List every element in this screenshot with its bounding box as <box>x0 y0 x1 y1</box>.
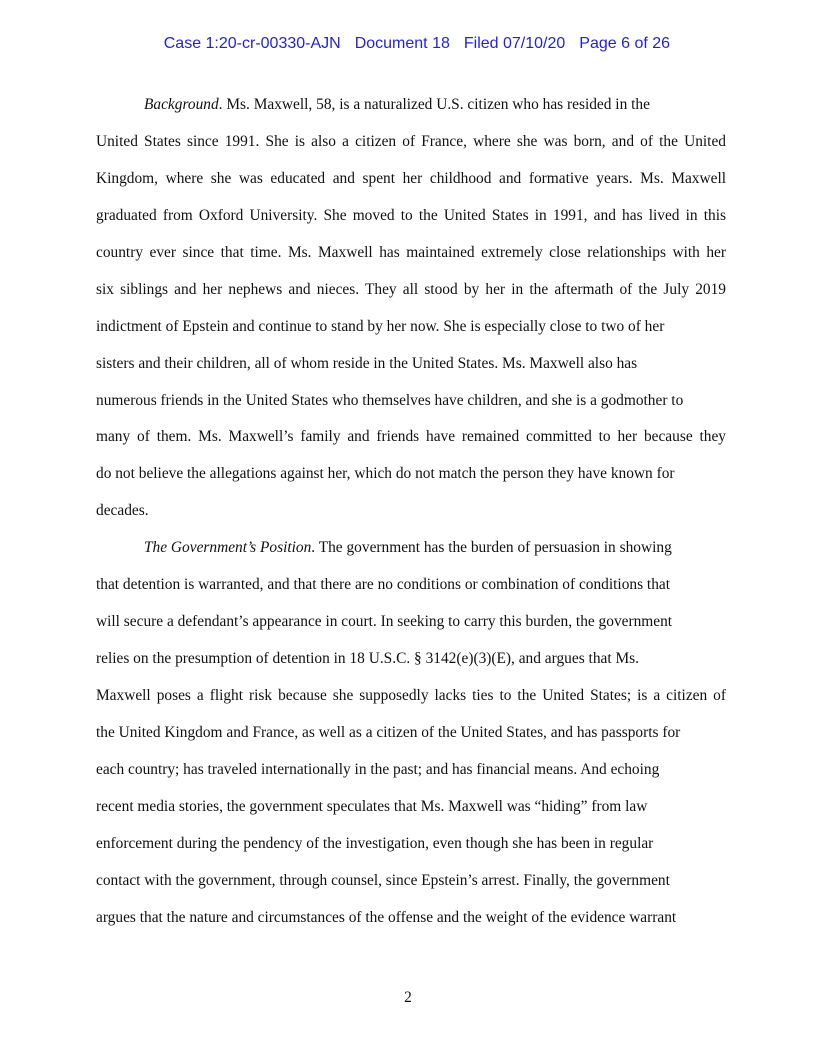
text-line: Background. Ms. Maxwell, 58, is a naturalized U.S. citizen who has resided in the <box>144 96 650 113</box>
text-line: enforcement during the pendency of the investigation, even though she has been in regular <box>96 834 654 852</box>
filed-date: Filed 07/10/20 <box>463 35 566 52</box>
text-line: each country; has traveled internationally in the past; and has financial means. And echoing <box>96 760 660 778</box>
text-line: many of them. Ms. Maxwell’s family and friends have remained committed to her because they <box>96 428 726 446</box>
text-line: country ever since that time. Ms. Maxwell has maintained extremely close relationships with her <box>96 243 726 261</box>
text-line: Maxwell poses a flight risk because she supposedly lacks ties to the United States; is a citizen of <box>96 687 726 704</box>
document-number: Document 18 <box>354 35 450 52</box>
case-number: Case 1:20-cr-00330-AJN <box>163 35 341 52</box>
page-of-total: Page 6 of 26 <box>579 35 671 52</box>
text-line: relies on the presumption of detention in 18 U.S.C. § 3142(e)(3)(E), and argues that Ms. <box>96 650 639 668</box>
text-line: that detention is warranted, and that there are no conditions or combination of conditions that <box>96 576 670 594</box>
text-line: argues that the nature and circumstances of the offense and the weight of the evidence warrant <box>96 908 677 926</box>
text-line: numerous friends in the United States who themselves have children, and she is a godmother to <box>96 391 684 409</box>
page-number: 2 <box>404 989 412 1006</box>
text-line: Kingdom, where she was educated and spent her childhood and formative years. Ms. Maxwell <box>96 169 726 187</box>
text-line: recent media stories, the government speculates that Ms. Maxwell was “hiding” from law <box>96 797 648 815</box>
text-line: sisters and their children, all of whom reside in the United States. Ms. Maxwell also has <box>96 354 638 372</box>
text-line: the United Kingdom and France, as well as a citizen of the United States, and has passports for <box>96 723 681 741</box>
text-line: do not believe the allegations against her, which do not match the person they have known for <box>96 465 675 483</box>
paragraph-background <box>96 94 726 537</box>
ecf-filing-header <box>0 17 816 71</box>
body-text <box>96 94 726 944</box>
text-line: The Government’s Position. The government has the burden of persuasion in showing <box>144 539 672 557</box>
paragraph-government-position <box>96 537 726 943</box>
paragraph-heading: Background <box>144 96 219 113</box>
text-line: indictment of Epstein and continue to stand by her now. She is especially close to two of her <box>96 317 665 335</box>
paragraph-heading: The Government’s Position <box>144 539 312 557</box>
text-line: six siblings and her nephews and nieces. They all stood by her in the aftermath of the July 2019 <box>96 280 726 298</box>
text-line: United States since 1991. She is also a citizen of France, where she was born, and of the United <box>96 132 726 150</box>
text-line: graduated from Oxford University. She moved to the United States in 1991, and has lived in this <box>96 206 726 224</box>
text-line: decades. <box>96 502 149 520</box>
text-line: will secure a defendant’s appearance in court. In seeking to carry this burden, the government <box>96 613 673 631</box>
text-line: contact with the government, through counsel, since Epstein’s arrest. Finally, the government <box>96 871 670 889</box>
